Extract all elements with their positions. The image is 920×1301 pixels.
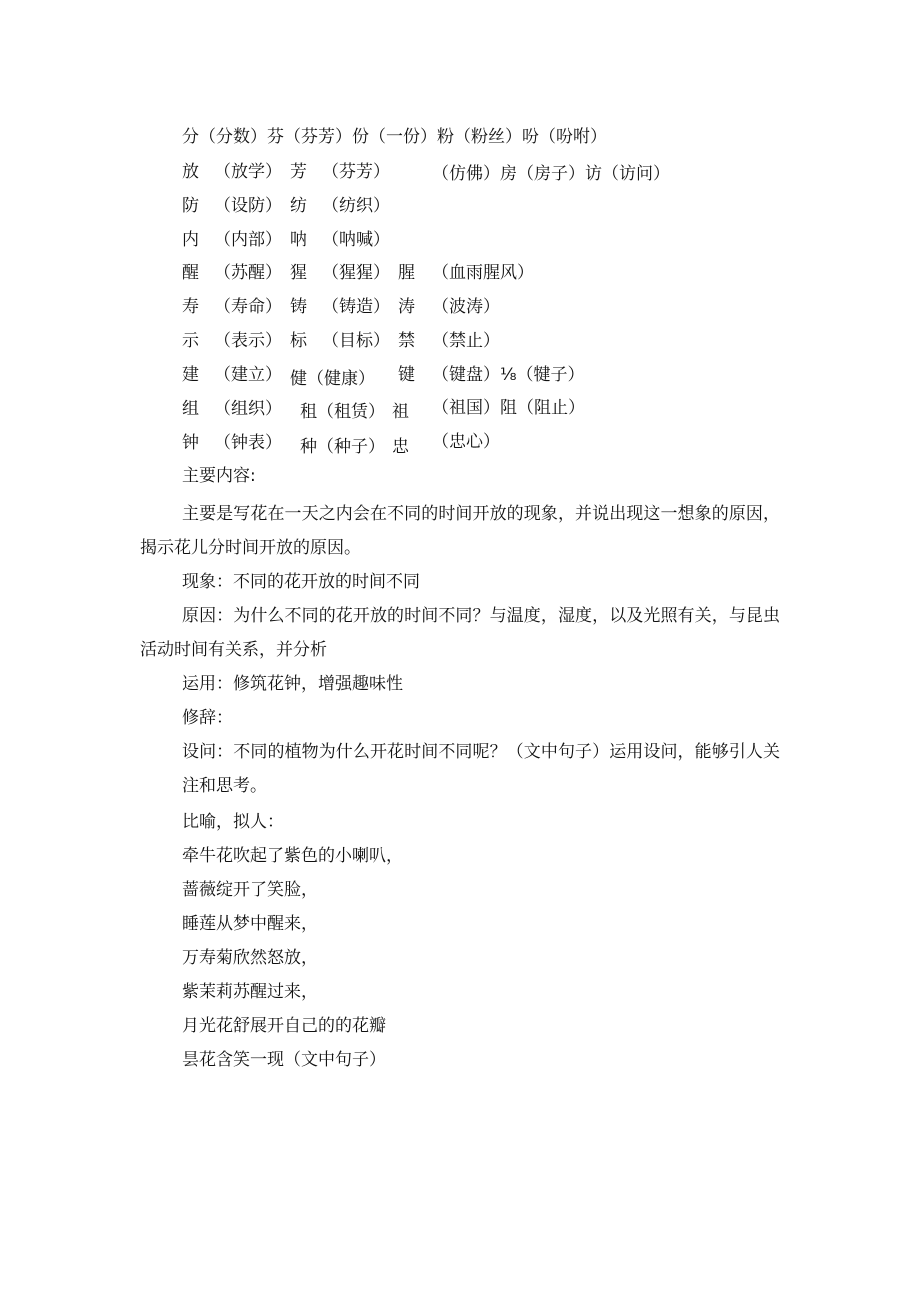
example-sentence: 万寿菊欣然怒放，	[182, 948, 318, 968]
vocab-char: 腥	[398, 263, 415, 283]
vocab-char: 祖	[392, 402, 409, 422]
example-sentence: 月光花舒展开自己的的花瓣	[182, 1016, 386, 1036]
vocab-row-1: 分（分数）芬（芬芳）份（一份）粉（粉丝）吩（吩咐）	[182, 127, 607, 147]
vocab-word: （禁止）	[432, 331, 500, 351]
vocab-word: （键盘）⅛（犍子）	[432, 365, 585, 385]
vocab-char: 纺	[290, 196, 307, 216]
vocab-word: （建立）	[214, 365, 282, 385]
vocab-char: 示	[182, 331, 199, 351]
vocab-word: （目标）	[322, 331, 390, 351]
vocab-word: （忠心）	[432, 432, 500, 452]
vocab-word: （呐喊）	[322, 230, 390, 250]
vocab-word: （祖国）阻（阻止）	[432, 398, 585, 418]
vocab-word: （仿佛）房（房子）访（访问）	[432, 164, 670, 184]
vocab-char: 涛	[398, 297, 415, 317]
vocab-word: （组织）	[214, 399, 282, 419]
vocab-char: 禁	[398, 331, 415, 351]
vocab-word: （钟表）	[214, 433, 282, 453]
example-sentence: 睡莲从梦中醒来，	[182, 914, 318, 934]
example-sentence: 昙花含笑一现（文中句子）	[182, 1050, 386, 1070]
vocab-word: （放学）	[214, 162, 282, 182]
vocab-word: （波涛）	[432, 297, 500, 317]
vocab-char: 铸	[290, 297, 307, 317]
vocab-char: 建	[182, 365, 199, 385]
vocab-char: 防	[182, 196, 199, 216]
vocab-char: 组	[182, 399, 199, 419]
vocab-char: 标	[290, 331, 307, 351]
vocab-char: 键	[398, 365, 415, 385]
vocab-char: 放	[182, 162, 199, 182]
application-line: 运用：修筑花钟，增强趣味性	[182, 674, 403, 694]
vocab-word: 健（健康）	[290, 369, 375, 389]
vocab-char: 猩	[290, 263, 307, 283]
rhetorical-question-paragraph: 设问：不同的植物为什么开花时间不同呢？（文中句子）运用设问，能够引人关注和思考。	[182, 742, 780, 796]
summary-paragraph: 主要是写花在一天之内会在不同的时间开放的现象，并说出现这一想象的原因，揭示花儿分时间开放的原因。	[140, 504, 780, 558]
vocab-word: （苏醒）	[214, 263, 282, 283]
vocab-word: 租（租赁）	[300, 402, 385, 422]
vocab-word: 种（种子）	[300, 437, 385, 457]
vocab-char: 芳	[290, 162, 307, 182]
vocab-word: （寿命）	[214, 297, 282, 317]
vocab-word: （猩猩）	[322, 263, 390, 283]
vocab-char: 钟	[182, 433, 199, 453]
vocab-char: 呐	[290, 230, 307, 250]
example-sentence: 蔷薇绽开了笑脸，	[182, 880, 318, 900]
vocab-word: （纺织）	[322, 196, 390, 216]
rhetoric-heading: 修辞：	[182, 708, 233, 728]
vocab-char: 醒	[182, 263, 199, 283]
vocab-word: （血雨腥风）	[432, 263, 534, 283]
metaphor-heading: 比喻，拟人：	[182, 812, 284, 832]
reason-paragraph: 原因：为什么不同的花开放的时间不同？与温度，湿度，以及光照有关，与昆虫活动时间有关系，并分析	[140, 606, 780, 660]
phenomenon-line: 现象：不同的花开放的时间不同	[182, 572, 420, 592]
vocab-word: （铸造）	[322, 297, 390, 317]
vocab-char: 忠	[392, 437, 409, 457]
vocab-char: 内	[182, 230, 199, 250]
example-sentence: 紫茉莉苏醒过来，	[182, 982, 318, 1002]
example-sentence: 牵牛花吹起了紫色的小喇叭，	[182, 846, 403, 866]
vocab-word: （设防）	[214, 196, 282, 216]
vocab-word: （表示）	[214, 331, 282, 351]
main-content-heading: 主要内容:	[182, 466, 256, 486]
vocab-word: （芬芳）	[322, 162, 390, 182]
vocab-word: （内部）	[214, 230, 282, 250]
vocab-char: 寿	[182, 297, 199, 317]
